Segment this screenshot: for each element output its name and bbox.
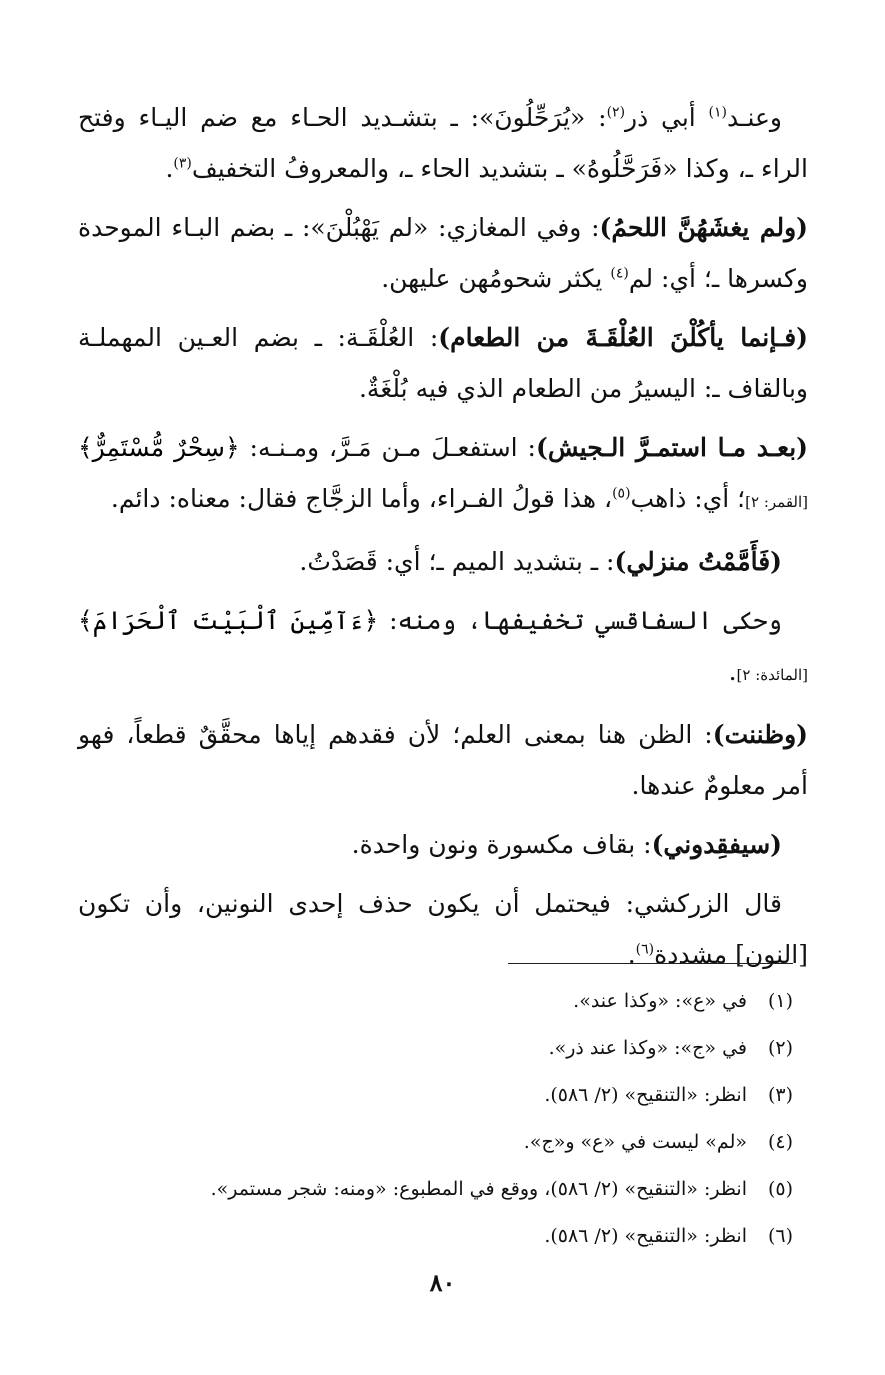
- footnote-item: [78, 1072, 793, 1119]
- footnote-ref-5[interactable]: (٥): [612, 485, 631, 502]
- footnote-ref-6[interactable]: (٦): [635, 941, 655, 958]
- footnote-ref-1[interactable]: (١): [708, 104, 728, 121]
- paragraph-9: [78, 878, 808, 980]
- paragraph-text: : استفعـلَ مـن مَـرَّ، ومـنـه:: [239, 433, 536, 462]
- footnote-number: (٣): [767, 1084, 793, 1106]
- paragraph-text: .: [627, 940, 636, 969]
- footnote-item: [78, 1213, 793, 1260]
- entry-heading: (وظننت): [712, 720, 808, 749]
- verse-reference: [القمر: ٢]: [745, 493, 808, 511]
- entry-heading: (سيفقِدوني): [651, 830, 782, 859]
- footnote-number: (٢): [767, 1037, 793, 1059]
- paragraph-text: : الظن هنا بمعنى العلم؛ لأن فقدهم إياها محقَّقٌ قطعاً، فهو أمر معلومٌ عندها.: [78, 720, 808, 800]
- paragraph-text: ، هذا قولُ الفـراء، وأما الزجَّاج فقال: معناه: دائم.: [110, 484, 613, 513]
- footnote-item: [78, 1166, 793, 1213]
- verse-reference: [المائدة: ٢]: [736, 666, 808, 684]
- paragraph-text: : العُلْقَـة: ـ بضم العـين المهملـة وبالقاف ـ: اليسيرُ من الطعام الذي فيه بُلْغَةٌ.: [78, 323, 808, 403]
- entry-heading: (ولم يغشَهُنَّ اللحمُ): [599, 213, 808, 242]
- page-number: ٨٠: [429, 1268, 456, 1297]
- entry-heading: (بعـد مـا استمـرَّ الـجيش): [535, 433, 808, 462]
- paragraph-2: [78, 202, 808, 304]
- paragraph-text: وحكى السفاقسي تخفيفها، ومنه:: [378, 606, 782, 635]
- paragraph-text: يكثر شحومُهن عليهن.: [381, 264, 611, 293]
- paragraph-text: وعنـد: [727, 103, 782, 132]
- paragraph-text: : «يُرَحِّلُونَ»: ـ بتشـديد الحـاء مع ضم اليـاء وفتح الراء ـ، وكذا «فَرَحَّلُوهُ» ـ بتشديد الحاء ـ، والمعروفُ التخفيف: [78, 103, 808, 183]
- footnote-text: «لم» ليست في «ع» و«ج».: [523, 1131, 747, 1153]
- paragraph-text: قال الزركشي: فيحتمل أن يكون حذف إحدى النونين، وأن تكون [النون] مشددة: [78, 889, 808, 969]
- footnote-number: (٤): [767, 1131, 793, 1153]
- footnote-ref-2[interactable]: (٢): [606, 104, 626, 121]
- footnote-number: (٦): [767, 1225, 793, 1247]
- quran-verse: ﴿ءَآمِّينَ ٱلْبَيْتَ ٱلْحَرَامَ﴾: [78, 606, 379, 635]
- entry-heading: (فـإنما يأكُلْنَ العُلْقَـةَ من الطعام): [438, 323, 808, 352]
- footnote-number: (٥): [767, 1178, 793, 1200]
- footnote-text: انظر: «التنقيح» (٢/ ٥٨٦)، ووقع في المطبوع: «ومنه: شجر مستمر».: [210, 1178, 747, 1200]
- footnote-item: [78, 1119, 793, 1166]
- paragraph-text: .: [165, 154, 174, 183]
- paragraph-text: أبي ذر: [625, 103, 709, 132]
- footnote-text: انظر: «التنقيح» (٢/ ٥٨٦).: [544, 1225, 747, 1247]
- footnote-text: انظر: «التنقيح» (٢/ ٥٨٦).: [544, 1084, 747, 1106]
- paragraph-text: ؛ أي: ذاهب: [630, 484, 746, 513]
- footnote-text: في «ج»: «وكذا عند ذر».: [548, 1037, 747, 1059]
- paragraph-text: .: [728, 657, 737, 686]
- main-text: [78, 92, 808, 988]
- entry-heading: (فَأَمَّمْتُ منزلي): [614, 547, 782, 576]
- footnote-ref-3[interactable]: (٣): [173, 155, 192, 172]
- footnote-item: [78, 1025, 793, 1072]
- paragraph-8: [78, 819, 808, 870]
- paragraph-6: [78, 595, 808, 701]
- paragraph-text: : وفي المغازي: «لم يَهْبُلْنَ»: ـ بضم البـاء الموحدة وكسرها ـ؛ أي: لم: [78, 213, 808, 293]
- footnote-item: [78, 978, 793, 1025]
- paragraph-3: [78, 312, 808, 414]
- paragraph-text: : ـ بتشديد الميم ـ؛ أي: قَصَدْتُ.: [299, 547, 615, 576]
- footnote-divider: [508, 963, 793, 964]
- footnote-text: في «ع»: «وكذا عند».: [573, 990, 747, 1012]
- footnote-ref-4[interactable]: (٤): [610, 265, 629, 282]
- paragraph-text: : بقاف مكسورة ونون واحدة.: [351, 830, 652, 859]
- footnote-number: (١): [767, 990, 793, 1012]
- quran-verse: ﴿سِحْرٌ مُّسْتَمِرٌّ﴾: [78, 433, 240, 462]
- paragraph-1: [78, 92, 808, 194]
- paragraph-5: [78, 536, 808, 587]
- paragraph-4: [78, 422, 808, 528]
- paragraph-7: [78, 709, 808, 811]
- footnotes: [78, 978, 793, 1260]
